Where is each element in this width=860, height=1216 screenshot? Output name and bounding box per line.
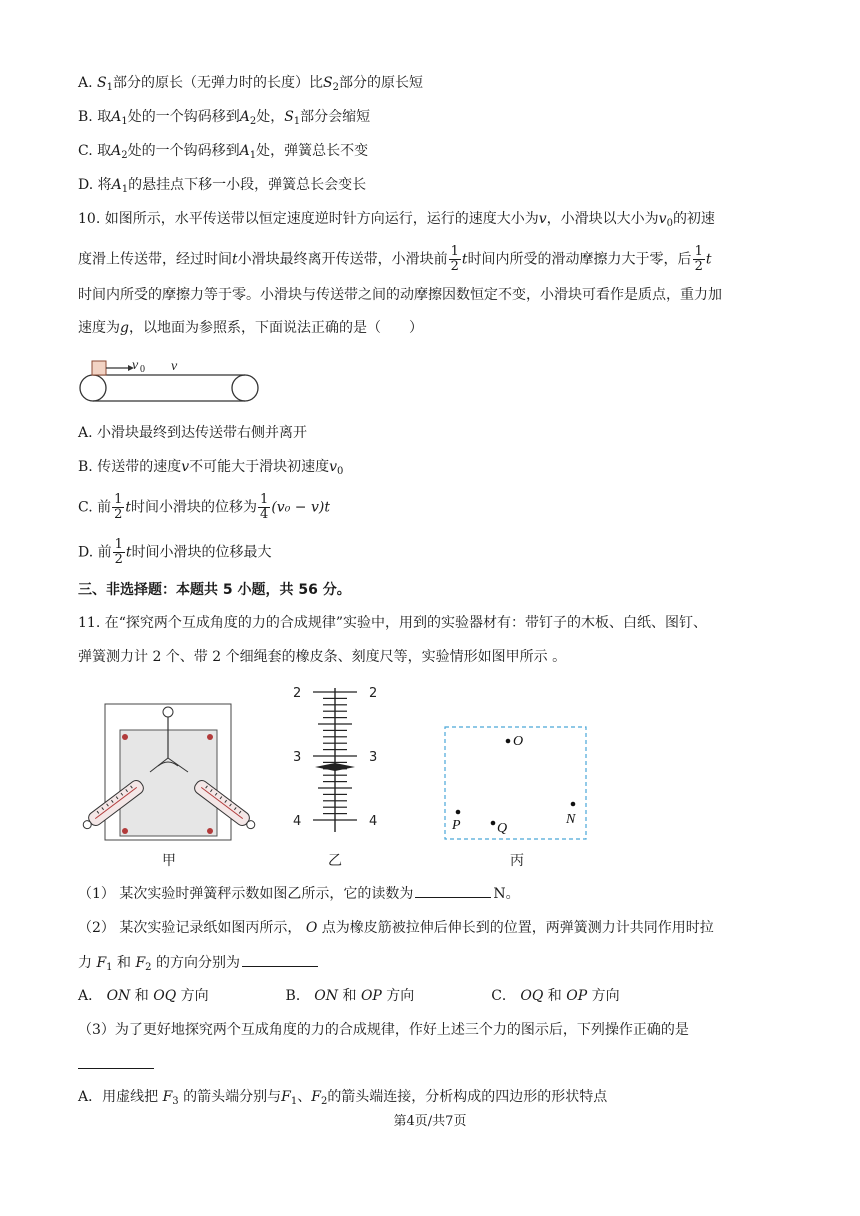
q11-sub-2-options: A． ON 和 OQ 方向 B． ON 和 OP 方向 C． OQ 和 OP 方向 <box>78 988 620 1004</box>
q11-sub-1: （1） 某次实验时弹簧秤示数如图乙所示，它的读数为 N。 <box>78 883 520 904</box>
q9-option-c: C. 取$A_2$处的一个钩码移到$A_1$处，弹簧总长不变 <box>78 143 369 161</box>
caption-bing: 丙 <box>510 853 524 869</box>
q11-sub-2-line-2: 力 $F_1$ 和 $F_2$ 的方向分别为 <box>78 952 320 973</box>
v-label: v <box>171 359 178 374</box>
slider-block <box>92 361 106 375</box>
conveyor-belt-figure <box>76 355 266 405</box>
q11-sub-3: （3）为了更好地探究两个互成角度的力的合成规律，作好上述三个力的图示后，下列操作正确的是 <box>78 1022 689 1038</box>
scale-label-right-2: 2 <box>369 686 378 701</box>
fraction-half: $\frac{1}{2}$ <box>694 244 703 274</box>
figure-jia <box>76 700 266 846</box>
q10-option-c: C. 前 $\frac{1}{2}$ t时间小滑块的位移为 $\frac{1}{4}$ (v₀ − v)t <box>78 492 330 522</box>
label-p: P <box>452 818 461 833</box>
q10-option-b: B. 传送带的速度v不可能大于滑块初速度$v_0$ <box>78 459 344 477</box>
q9-option-b: B. 取$A_1$处的一个钩码移到$A_2$处，$S_1$部分会缩短 <box>78 109 371 127</box>
left-pulley <box>80 375 106 401</box>
fraction-half: $\frac{1}{2}$ <box>450 244 459 274</box>
q11-line-2: 弹簧测力计 2 个、带 2 个细绳套的橡皮条、刻度尺等，实验情形如图甲所示 。 <box>78 649 567 665</box>
q10-option-a: A. 小滑块最终到达传送带右侧并离开 <box>78 425 308 441</box>
nail <box>163 707 173 717</box>
q10-line-4: 速度为g，以地面为参照系，下面说法正确的是（ ） <box>78 320 423 336</box>
right-pulley <box>232 375 258 401</box>
pushpin <box>207 828 213 834</box>
page-footer: 第4页/共7页 <box>393 1114 467 1129</box>
q9-option-d: D. 将$A_1$的悬挂点下移一小段，弹簧总长会变长 <box>78 177 367 195</box>
label-q: Q <box>497 821 508 836</box>
scale-label-left-2: 2 <box>293 686 302 701</box>
pointer <box>315 763 355 771</box>
caption-jia: 甲 <box>162 853 176 869</box>
q9-option-a: A. $S_1$部分的原长（无弹力时的长度）比$S_2$部分的原长短 <box>78 75 423 93</box>
answer-blank[interactable] <box>78 1054 154 1069</box>
v0-label: v <box>132 358 139 373</box>
q11-sub-2-line-1: （2） 某次实验记录纸如图丙所示， O 点为橡皮筋被拉伸后伸长到的位置，两弹簧测力计共同作用时拉 <box>78 920 714 936</box>
pushpin <box>122 828 128 834</box>
answer-blank[interactable] <box>415 883 491 898</box>
v0-subscript: 0 <box>140 364 145 375</box>
q11-line-1: 11. 在“探究两个互成角度的力的合成规律”实验中，用到的实验器材有：带钉子的木板、白纸、图钉、 <box>78 615 708 631</box>
figure-bing-record-paper <box>440 722 592 842</box>
point-o <box>506 739 511 744</box>
figure-yi-scale <box>285 682 385 838</box>
caption-yi: 乙 <box>328 853 342 869</box>
section-3-heading: 三、非选择题：本题共 5 小题，共 56 分。 <box>78 582 351 598</box>
label-o: O <box>513 734 524 749</box>
scale-label-left-4: 4 <box>293 814 302 829</box>
q10-option-d: D. 前 $\frac{1}{2}$ t时间小滑块的位移最大 <box>78 537 272 567</box>
q11-sub-3-option-a: A．用虚线把 $F_3$ 的箭头端分别与$F_1$、$F_2$的箭头端连接，分析构成的四边形的形状特点 <box>78 1089 608 1107</box>
scale-label-right-3: 3 <box>369 750 378 765</box>
point-q <box>491 821 496 826</box>
q10-line-3: 时间内所受的摩擦力等于零。小滑块与传送带之间的动摩擦因数恒定不变，小滑块可看作是质点，重力加 <box>78 287 722 303</box>
label-n: N <box>566 812 576 827</box>
point-p <box>456 810 461 815</box>
pushpin <box>122 734 128 740</box>
scale-label-left-3: 3 <box>293 750 302 765</box>
point-n <box>571 802 576 807</box>
q10-line-1: 10. 如图所示，水平传送带以恒定速度逆时针方向运行，运行的速度大小为v，小滑块以大小为$v_0$的初速 <box>78 211 715 229</box>
pushpin <box>207 734 213 740</box>
scale-label-right-4: 4 <box>369 814 378 829</box>
answer-blank[interactable] <box>242 952 318 967</box>
q10-line-2: 度滑上传送带，经过时间t小滑块最终离开传送带，小滑块前 $\frac{1}{2}$ t时间内所受的滑动摩擦力大于零，后 $\frac{1}{2}$ t <box>78 244 712 274</box>
q11-sub-3-blank <box>78 1054 154 1075</box>
